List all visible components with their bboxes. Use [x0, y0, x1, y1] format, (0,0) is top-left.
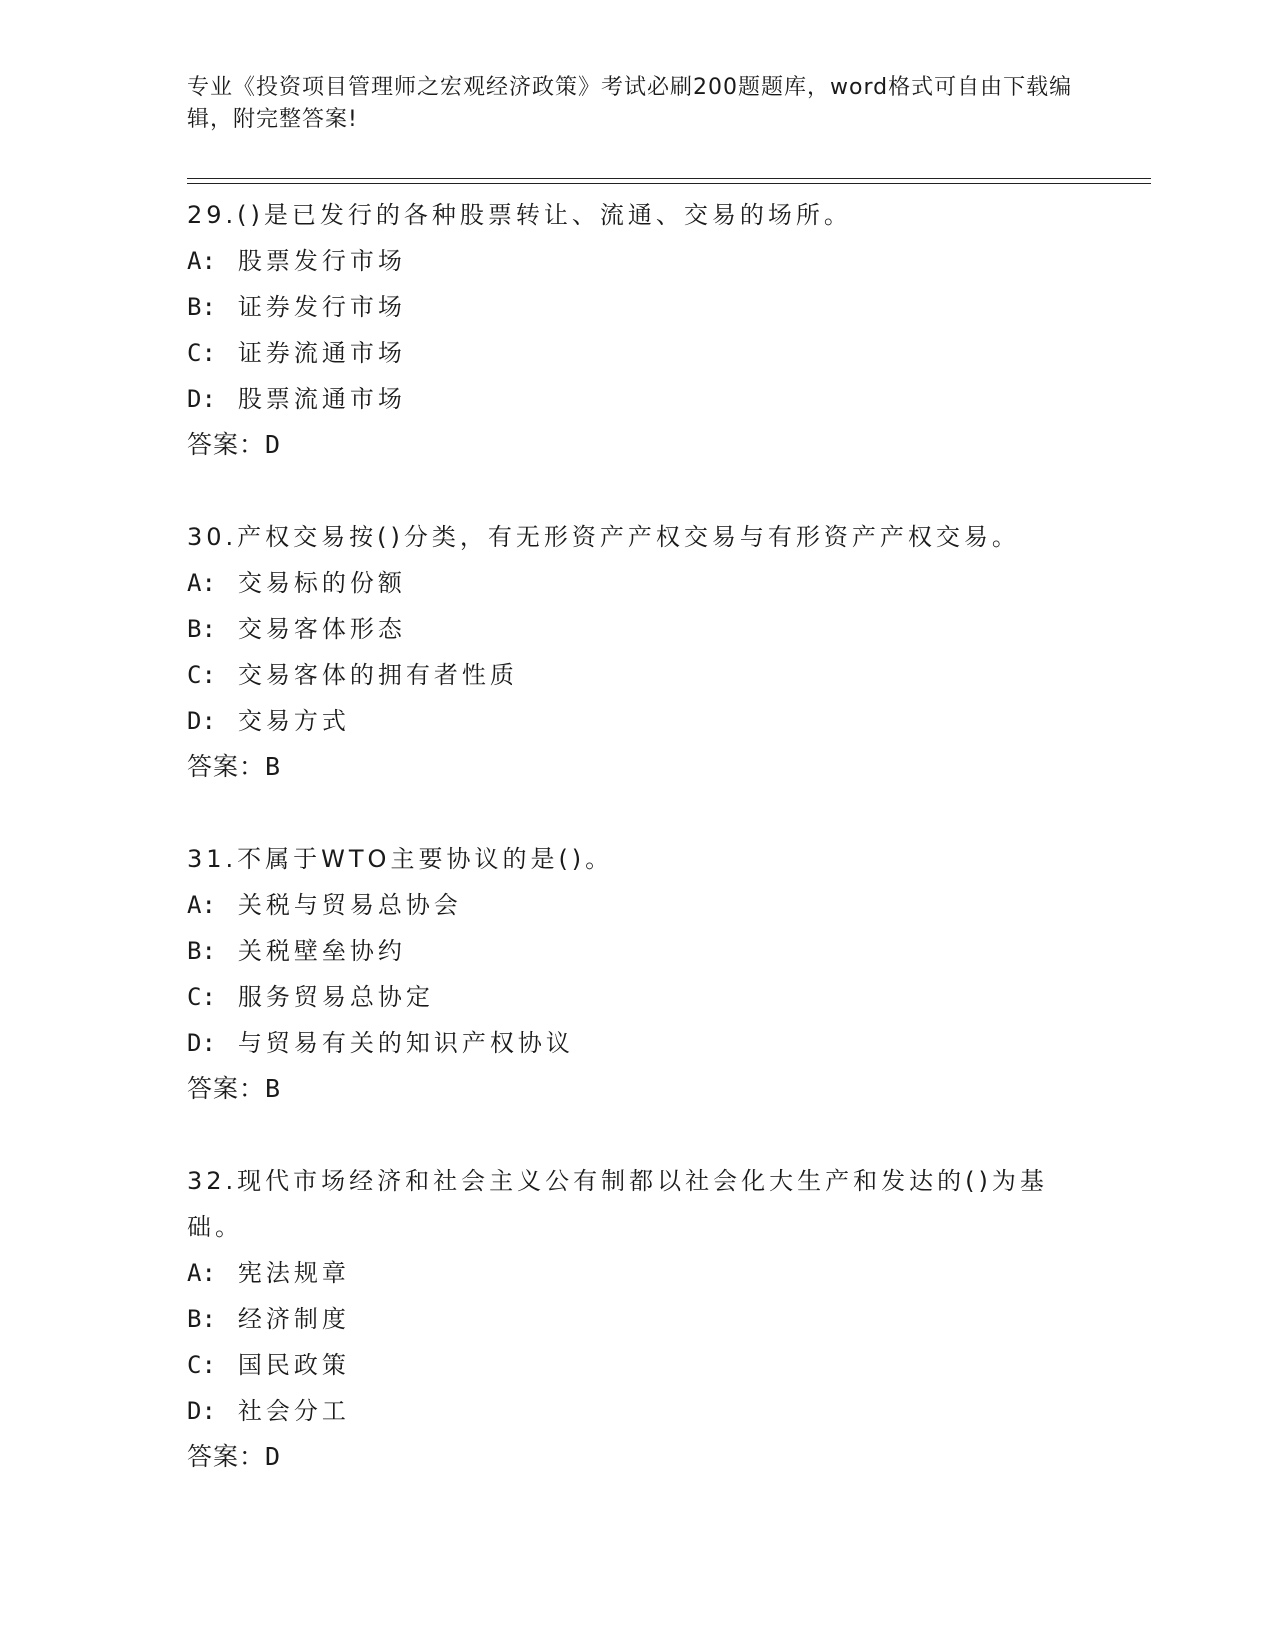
option-d: [187, 376, 1087, 422]
answer-line: [187, 422, 1087, 468]
option-text: 经济制度: [237, 1305, 350, 1333]
option-text: 服务贸易总协定: [237, 983, 434, 1011]
option-text: 关税与贸易总协会: [237, 891, 462, 919]
option-letter: D:: [187, 1029, 216, 1057]
option-d: [187, 1020, 1087, 1066]
option-letter: B:: [187, 1305, 216, 1333]
option-text: 股票发行市场: [237, 247, 406, 275]
answer-label: 答案：: [187, 430, 266, 459]
answer-line: [187, 744, 1087, 790]
option-letter: B:: [187, 615, 216, 643]
option-letter: B:: [187, 293, 216, 321]
option-letter: A:: [187, 1259, 216, 1287]
option-text: 社会分工: [237, 1397, 350, 1425]
header-rule-bottom: [187, 183, 1151, 184]
question-list: [187, 192, 1087, 1526]
question-32: [187, 1158, 1087, 1480]
option-c: [187, 974, 1087, 1020]
question-stem: 31.不属于WTO主要协议的是()。: [187, 845, 614, 873]
question-stem: 29.()是已发行的各种股票转让、流通、交易的场所。: [187, 201, 852, 229]
option-letter: C:: [187, 339, 216, 367]
option-letter: B:: [187, 937, 216, 965]
question-stem: 32.现代市场经济和社会主义公有制都以社会化大生产和发达的()为基础。: [187, 1167, 1048, 1241]
option-letter: A:: [187, 891, 216, 919]
option-a: [187, 882, 1087, 928]
question-30: [187, 514, 1087, 790]
option-text: 交易标的份额: [237, 569, 406, 597]
answer-label: 答案：: [187, 1442, 266, 1471]
answer-label: 答案：: [187, 752, 266, 781]
option-c: [187, 1342, 1087, 1388]
answer-value: D: [265, 430, 282, 459]
option-b: [187, 606, 1087, 652]
option-b: [187, 1296, 1087, 1342]
option-text: 关税壁垒协约: [237, 937, 406, 965]
option-text: 股票流通市场: [237, 385, 406, 413]
option-text: 国民政策: [237, 1351, 350, 1379]
question-29: [187, 192, 1087, 468]
option-text: 交易客体形态: [237, 615, 406, 643]
option-text: 交易方式: [237, 707, 350, 735]
option-letter: A:: [187, 247, 216, 275]
option-letter: D:: [187, 385, 216, 413]
document-header: [187, 72, 1077, 136]
option-text: 证券发行市场: [237, 293, 406, 321]
question-31: [187, 836, 1087, 1112]
option-letter: C:: [187, 661, 216, 689]
option-text: 与贸易有关的知识产权协议: [237, 1029, 574, 1057]
answer-line: [187, 1066, 1087, 1112]
header-text: 专业《投资项目管理师之宏观经济政策》考试必刷200题题库，word格式可自由下载编辑，附完整答案!: [187, 75, 1073, 132]
option-text: 证券流通市场: [237, 339, 406, 367]
option-b: [187, 928, 1087, 974]
option-a: [187, 560, 1087, 606]
option-letter: D:: [187, 707, 216, 735]
option-d: [187, 1388, 1087, 1434]
answer-value: D: [265, 1442, 282, 1471]
option-letter: C:: [187, 983, 216, 1011]
answer-value: B: [265, 1074, 282, 1103]
option-text: 交易客体的拥有者性质: [237, 661, 518, 689]
option-text: 宪法规章: [237, 1259, 350, 1287]
option-c: [187, 652, 1087, 698]
option-letter: C:: [187, 1351, 216, 1379]
option-a: [187, 238, 1087, 284]
option-a: [187, 1250, 1087, 1296]
option-d: [187, 698, 1087, 744]
option-letter: D:: [187, 1397, 216, 1425]
option-c: [187, 330, 1087, 376]
question-stem: 30.产权交易按()分类，有无形资产产权交易与有形资产产权交易。: [187, 523, 1020, 551]
answer-value: B: [265, 752, 282, 781]
answer-label: 答案：: [187, 1074, 266, 1103]
answer-line: [187, 1434, 1087, 1480]
option-b: [187, 284, 1087, 330]
header-rule-top: [187, 178, 1151, 179]
option-letter: A:: [187, 569, 216, 597]
